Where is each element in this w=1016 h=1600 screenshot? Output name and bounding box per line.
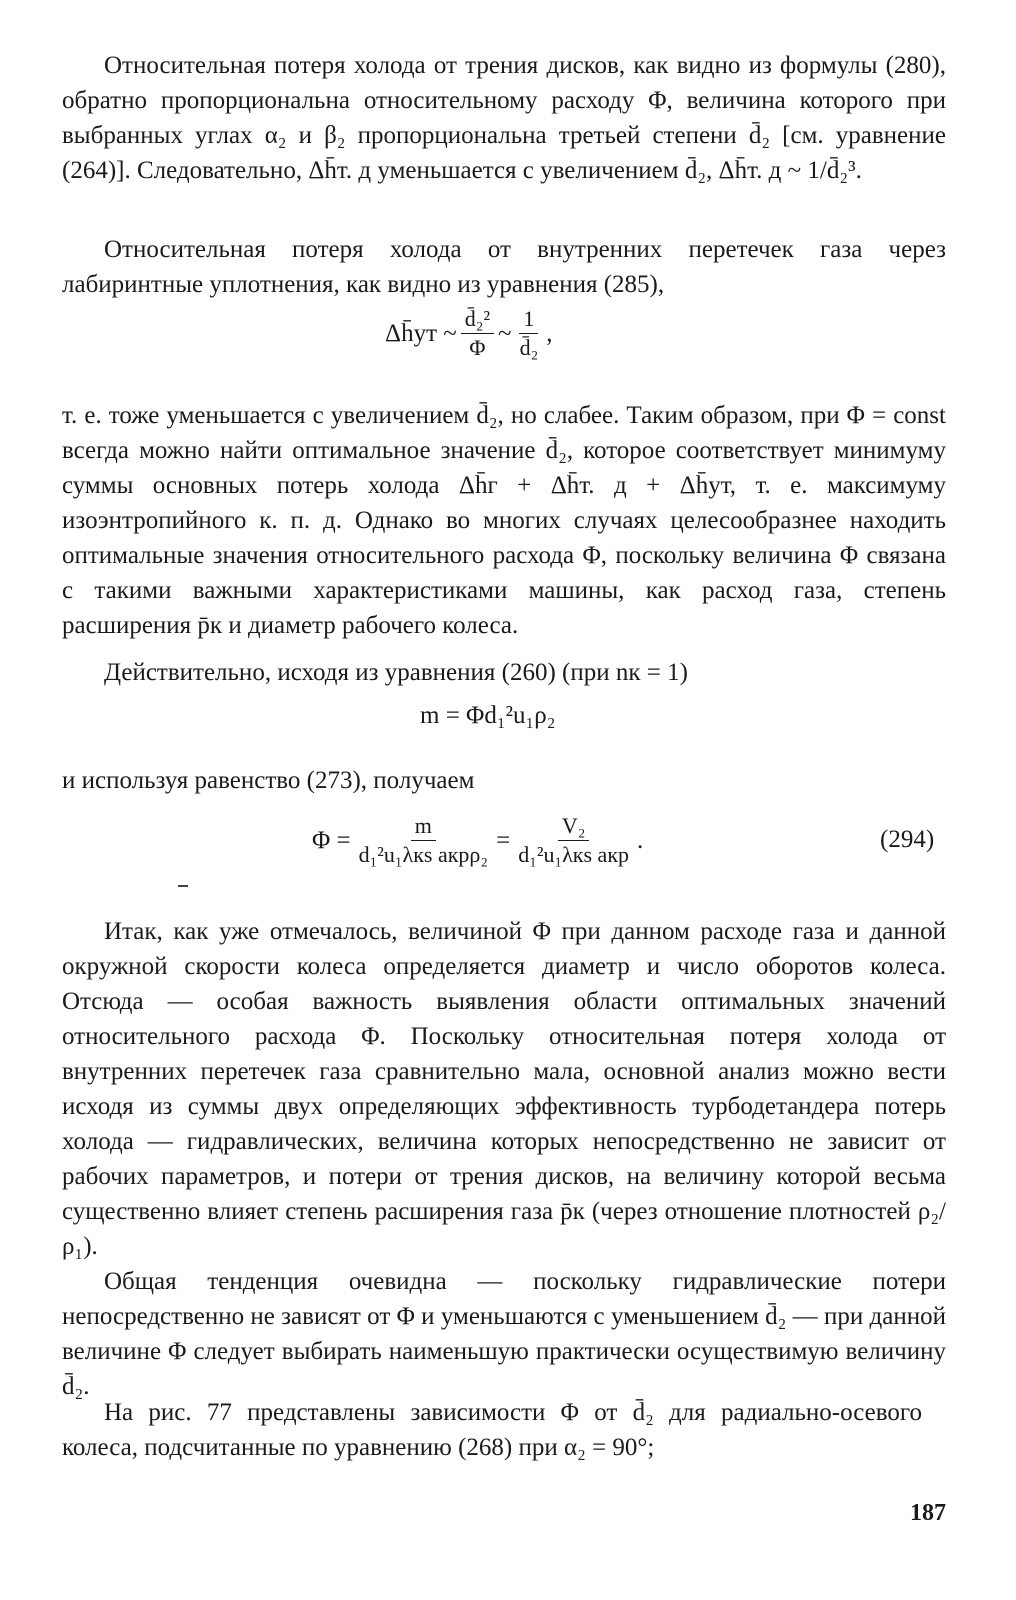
fraction-one-over-d2: [516, 305, 543, 362]
fraction-denominator: d₁²u₁λкs aкрρ₂: [358, 842, 489, 867]
paragraph-labyrinth-leakage: Относительная потеря холода от внутренних перетечек газа через лабиринтные уплотнения, как видно из уравнения (285),: [62, 236, 946, 298]
formula-leakage-tail: ,: [546, 319, 553, 347]
paragraph-disk-friction: Относительная потеря холода от трения дисков, как видно из формулы (280), обратно пропорциональна относительному расходу Φ, величина которого при выбранных углах α₂ и β₂ пропорциональна третьей степени d̄₂ [см. уравнение (264)]. Следовательно, Δh̄т. д уменьшается с увеличением d̄₂, Δh̄т. д ~ 1/d̄₂³.: [62, 52, 946, 184]
equation-number: (294): [880, 826, 935, 853]
fraction-m-over-denominator: [355, 812, 492, 869]
formula-294-equals: =: [496, 826, 511, 854]
print-mark: [178, 885, 188, 887]
fraction-numerator: 1: [519, 305, 538, 334]
paragraph-optimum-d2: т. е. тоже уменьшается с увеличением d̄₂, но слабее. Таким образом, при Φ = const всегда можно найти оптимальное значение d̄₂, которое соответствует минимуму суммы основных потерь холода Δh̄г + Δh̄т. д + Δh̄ут, т. е. максимуму изоэнтропийного к. п. д. Однако во многих случаях целесообразнее находить оптимальные значения относительного расхода Φ, поскольку величина Φ связана с такими важными характеристиками машины, как расход газа, степень расширения p̄к и диаметр рабочего колеса.: [62, 402, 946, 639]
formula-leakage-sim: ~: [498, 319, 512, 347]
formula-mass-flow: m = Φd₁²u₁ρ₂: [420, 702, 556, 729]
formula-294: [312, 812, 643, 869]
paragraph-figure-77: На рис. 77 представлены зависимости Φ от d̄₂ для радиально-осевого колеса, подсчитанные по уравнению (268) при α₂ = 90°;: [62, 1399, 922, 1461]
paragraph-optimal-phi-analysis: Итак, как уже отмечалось, величиной Φ при данном расходе газа и данной окружной скорости колеса определяется диаметр и число оборотов колеса. Отсюда — особая важность выявления области оптимальных значений относительного расхода Φ. Поскольку относительная потеря холода от внутренних перетечек газа сравнительно мала, основной анализ можно вести исходя из суммы двух определяющих эффективность турбодетандера потерь холода — гидравлических, величина которых непосредственно не зависит от рабочих параметров, и потери от трения дисков, на величину которой весьма существенно влияет степень расширения газа p̄к (через отношение плотностей ρ₂/ρ₁).: [62, 918, 946, 1260]
fraction-numerator: V₂: [558, 812, 590, 841]
fraction-denominator: Φ: [469, 335, 486, 360]
fraction-numerator: m: [411, 812, 436, 841]
formula-294-lhs: Φ =: [312, 826, 351, 854]
paragraph-equation-260-intro: Действительно, исходя из уравнения (260) (при nк = 1): [104, 659, 688, 686]
fraction-d2-squared-over-phi: [461, 305, 494, 362]
fraction-numerator: d̄₂²: [461, 305, 494, 334]
formula-leakage-lhs: Δh̄ут ~: [385, 319, 457, 347]
page-number: 187: [910, 1500, 946, 1526]
fraction-v2-over-denominator: [514, 812, 633, 869]
paragraph-general-tendency: Общая тенденция очевидна — поскольку гидравлические потери непосредственно не зависят от Φ и уменьшаются с уменьшением d̄₂ — при данной величине Φ следует выбирать наименьшую практически осуществимую величину d̄₂.: [62, 1268, 946, 1400]
paragraph-equation-273-intro: и используя равенство (273), получаем: [62, 767, 475, 794]
fraction-denominator: d̄₂: [519, 335, 539, 360]
fraction-denominator: d₁²u₁λкs aкр: [518, 842, 630, 867]
formula-leakage-proportionality: [385, 305, 553, 362]
formula-294-tail: .: [637, 826, 644, 854]
